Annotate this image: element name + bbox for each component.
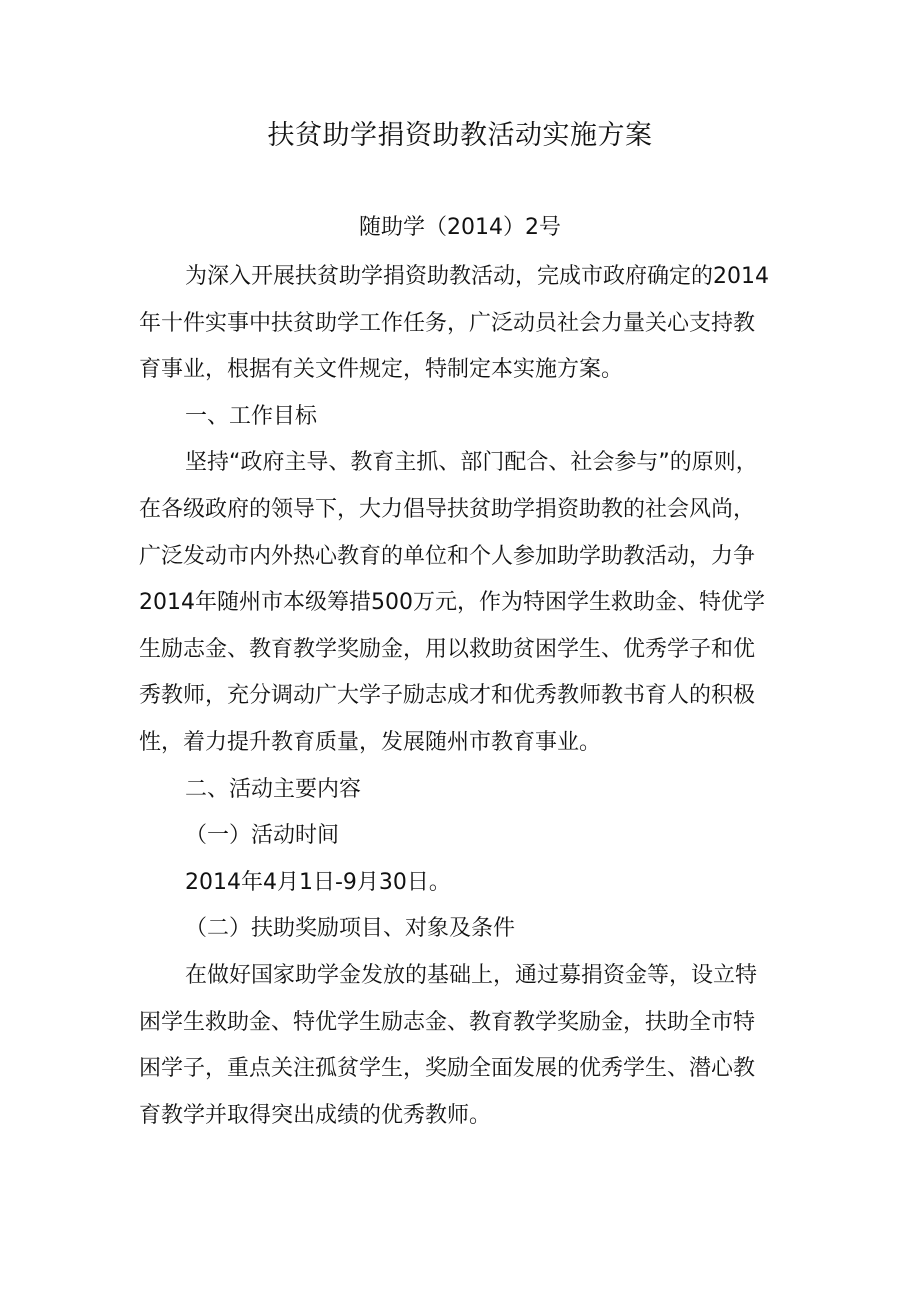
body-line: 生励志金、教育教学奖励金，用以救助贫困学生、优秀学子和优 bbox=[139, 636, 756, 662]
body-line: 困学生救助金、特优学生励志金、教育教学奖励金，扶助全市特 bbox=[139, 1009, 756, 1035]
body-line: 广泛发动市内外热心教育的单位和个人参加助学助教活动，力争 bbox=[139, 543, 756, 569]
body-line: 年十件实事中扶贫助学工作任务，广泛动员社会力量关心支持教 bbox=[139, 310, 756, 336]
body-line: （一）活动时间 bbox=[185, 823, 340, 849]
body-line: 2014年随州市本级筹措500万元，作为特困学生救助金、特优学 bbox=[139, 590, 765, 616]
body-line: （二）扶助奖励项目、对象及条件 bbox=[185, 916, 516, 942]
body-line: 为深入开展扶贫助学捐资助教活动，完成市政府确定的2014 bbox=[185, 264, 769, 289]
document-title: 扶贫助学捐资助教活动实施方案 bbox=[267, 120, 653, 151]
body-line: 育事业，根据有关文件规定，特制定本实施方案。 bbox=[139, 357, 624, 383]
body-line: 秀教师，充分调动广大学子励志成才和优秀教师教书育人的积极 bbox=[139, 683, 756, 709]
document-body bbox=[139, 254, 789, 1139]
body-line: 在做好国家助学金发放的基础上，通过募捐资金等，设立特 bbox=[185, 962, 758, 988]
body-line: 一、工作目标 bbox=[185, 403, 318, 429]
body-line: 坚持“政府主导、教育主抓、部门配合、社会参与”的原则， bbox=[185, 450, 758, 476]
body-line: 育教学并取得突出成绩的优秀教师。 bbox=[139, 1102, 492, 1128]
body-line: 二、活动主要内容 bbox=[185, 776, 362, 802]
body-line: 性，着力提升教育质量，发展随州市教育事业。 bbox=[139, 729, 602, 755]
document-number: 随助学（2014）2号 bbox=[359, 215, 561, 240]
body-line: 2014年4月1日-9月30日。 bbox=[185, 869, 451, 895]
body-line: 困学子，重点关注孤贫学生，奖励全面发展的优秀学生、潜心教 bbox=[139, 1056, 756, 1082]
body-line: 在各级政府的领导下，大力倡导扶贫助学捐资助教的社会风尚， bbox=[139, 496, 756, 522]
